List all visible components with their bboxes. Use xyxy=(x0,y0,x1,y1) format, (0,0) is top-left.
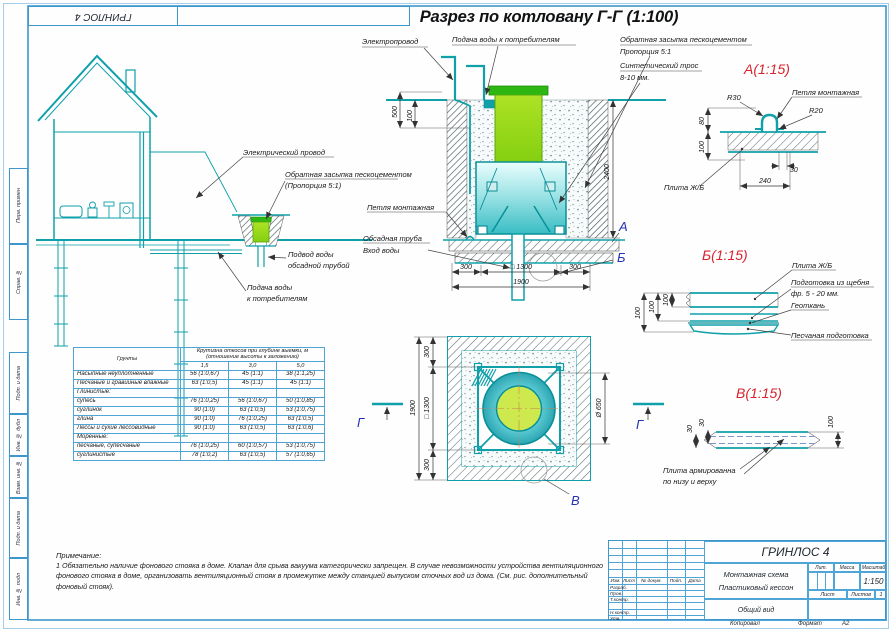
cell: 63 (1:0,5) xyxy=(181,379,229,388)
note xyxy=(56,551,604,592)
marker-G-left: Г xyxy=(357,415,365,430)
tb-empty-cell xyxy=(808,599,887,621)
detail-b xyxy=(635,247,874,340)
cell: 50 (1:0,85) xyxy=(277,397,325,406)
cell: 63 (1:0,6) xyxy=(277,424,325,433)
section-label-loop: Петля монтажная xyxy=(367,203,435,212)
tb-doc-name xyxy=(704,563,808,599)
tb-sheets-label: Листов xyxy=(847,590,875,599)
side-stamp-label: Инв. № дубл xyxy=(15,418,22,452)
col-header-span xyxy=(181,348,325,362)
dim-2400: 2400 xyxy=(604,164,611,180)
dim-300-left: 300 xyxy=(460,264,472,271)
cell: 63 (1:0,5) xyxy=(229,406,277,415)
house-label-inlet-1: Подвод воды xyxy=(288,250,334,259)
house-label-inlet-2: обсадной трубой xyxy=(288,261,350,270)
tb-lit-header: Лит. xyxy=(808,563,834,572)
detail-b-dim-3: 100 xyxy=(635,307,642,319)
detail-b-dim-1: 100 xyxy=(663,294,670,306)
cell: 63 (1:0,5) xyxy=(229,451,277,460)
tb-sheet-label: Лист xyxy=(808,590,847,599)
table-row xyxy=(74,442,325,451)
plan-dim-300-top: 300 xyxy=(424,346,431,358)
depth-col-1: 1,5 xyxy=(181,361,229,370)
detail-v xyxy=(663,385,844,486)
table-row xyxy=(74,370,325,379)
detail-b-label-gravel-1: Подготовка из щебня xyxy=(791,278,870,287)
format-value: А2 xyxy=(842,621,850,627)
format-label: Формат xyxy=(798,621,822,627)
side-stamp-podp-data-1 xyxy=(9,352,28,414)
col-header-soils: Грунты xyxy=(74,348,181,371)
title-block xyxy=(608,540,886,620)
detail-a-label-r20: R20 xyxy=(809,106,823,115)
detail-b-label-geo: Геоткань xyxy=(791,301,826,310)
detail-a-label-r30: R30 xyxy=(727,93,741,102)
house-label-supply-1: Подача воды xyxy=(247,283,293,292)
side-stamp-podp-data-2 xyxy=(9,498,28,558)
tb-doc-line-2: Пластиковый кессон xyxy=(718,583,794,592)
side-stamp-vzam-inv xyxy=(9,456,28,498)
section-label-backfill-1: Обратная засыпка пескоцементом xyxy=(620,35,747,44)
tb-col-docnum: № докум. xyxy=(641,578,662,583)
cell: песчаные, супесчаные xyxy=(74,442,181,451)
tb-mass-cell xyxy=(834,572,860,590)
tb-scale-header: Масштаб xyxy=(861,564,886,571)
table-row xyxy=(74,433,325,442)
table-row xyxy=(74,415,325,424)
cell: 53 (1:0,75) xyxy=(277,442,325,451)
plan-dim-650: Ø 650 xyxy=(596,398,603,418)
page-title: Разрез по котловану Г-Г (1:100) xyxy=(419,8,679,26)
detail-a-dim-30: 30 xyxy=(790,167,798,174)
detail-v-label-plate-2: по низу и верху xyxy=(663,477,717,486)
pit-plan-view xyxy=(357,337,664,508)
cell: 56 (1:0,67) xyxy=(229,397,277,406)
table-row xyxy=(74,451,325,460)
plan-dim-1300: □ 1300 xyxy=(424,397,431,419)
detail-v-dim-30b: 30 xyxy=(699,419,706,427)
house-label-electric: Электрический провод xyxy=(243,148,325,157)
cell: Моренные: xyxy=(74,433,181,442)
depth-col-3: 5,0 xyxy=(277,361,325,370)
tb-lit-cell xyxy=(808,572,834,590)
detail-b-label-gravel-2: фр. 5 - 20 мм. xyxy=(791,289,840,298)
cell: 63 (1:0,5) xyxy=(277,415,325,424)
cell xyxy=(181,388,229,397)
detail-v-label-plate-1: Плита армированна xyxy=(663,466,736,475)
cell: 60 (1:0,57) xyxy=(229,442,277,451)
plan-dim-300-bottom: 300 xyxy=(424,459,431,471)
dim-500: 500 xyxy=(392,106,399,118)
side-stamp-perv-primen xyxy=(9,168,28,244)
detail-b-label-sand: Песчаная подготовка xyxy=(791,331,869,340)
tb-row-prov: Пров. xyxy=(610,590,623,596)
cell: 45 (1:1) xyxy=(229,379,277,388)
house-label-backfill-2: (Пропорция 5:1) xyxy=(285,181,342,190)
marker-B: Б xyxy=(617,250,626,265)
cell: Насыпные неуплотненные xyxy=(74,370,181,379)
dim-100: 100 xyxy=(407,110,414,122)
tb-row-utv: Утв. xyxy=(610,615,621,621)
tb-row-tkontr: Т.контр. xyxy=(610,596,629,602)
detail-v-title: В(1:15) xyxy=(736,385,782,401)
copied-label: Копировал xyxy=(730,621,760,627)
cell: 78 (1:0,2) xyxy=(181,451,229,460)
cell: суглинок xyxy=(74,406,181,415)
section-label-water: Подача воды к потребителям xyxy=(452,35,560,44)
note-text: 1 Обязательно наличие фонового стояка в доме. Клапан для срыва вакуума категорически запрещен. В случае невозможности устройства вентиляционного фонового стояка в доме, организовать вентиляционный стояк в промежутке между станцией выпуском сточных вод из дома. (См. рис. дополнительный фоновый стояк). xyxy=(56,561,604,591)
section-label-rope-2: 8-10 мм. xyxy=(620,73,650,82)
side-stamp-label: Справ. № xyxy=(15,269,22,295)
cell: 90 (1:0) xyxy=(181,415,229,424)
house-label-supply-2: к потребителям xyxy=(247,294,308,303)
soil-slope-table xyxy=(73,347,324,461)
cell: Глинистые: xyxy=(74,388,181,397)
side-stamp-label: Инв. № подл xyxy=(15,572,22,606)
span-header-line-2: (отношение высоты к заложению) xyxy=(206,354,299,361)
side-stamp-sprav-n xyxy=(9,244,28,320)
cell xyxy=(181,433,229,442)
tb-col-data: Дата xyxy=(688,578,701,583)
table-header-row xyxy=(74,348,325,362)
side-stamp-label: Подп. и дата xyxy=(15,365,22,401)
tb-row-razrab: Разраб. xyxy=(610,584,627,590)
tb-col-izm: Изм. xyxy=(610,578,621,583)
detail-a-dim-100: 100 xyxy=(699,141,706,153)
cell xyxy=(277,388,325,397)
pit-cross-section xyxy=(362,35,752,300)
table-row xyxy=(74,388,325,397)
detail-v-dim-30a: 30 xyxy=(687,425,694,433)
corner-stamp-text: ГРИНЛОС 4 xyxy=(74,10,132,22)
depth-col-2: 3,0 xyxy=(229,361,277,370)
table-row xyxy=(74,397,325,406)
detail-b-label-slab: Плита Ж/Б xyxy=(792,261,833,270)
cell: глина xyxy=(74,415,181,424)
dim-300-right: 300 xyxy=(569,264,581,271)
detail-v-dim-100: 100 xyxy=(828,416,835,428)
detail-b-dim-2: 100 xyxy=(649,301,656,313)
cell: 53 (1:0,75) xyxy=(277,406,325,415)
tb-col-podp: Подп. xyxy=(669,578,683,583)
cell: супесь xyxy=(74,397,181,406)
cell: 38 (1:1,25) xyxy=(277,370,325,379)
section-label-casing-2: Вход воды xyxy=(363,246,400,255)
tb-mass-header: Масса xyxy=(834,563,860,572)
cell: 45 (1:1) xyxy=(229,370,277,379)
house-label-backfill-1: Обратная засыпка пескоцементом xyxy=(285,170,412,179)
dim-1300: □ 1300 xyxy=(510,264,532,271)
cell: 90 (1:0) xyxy=(181,406,229,415)
cell: 76 (1:0,25) xyxy=(181,442,229,451)
plan-dim-1900: 1900 xyxy=(410,400,417,416)
detail-a-label-slab: Плита Ж/Б xyxy=(664,183,705,192)
marker-V: В xyxy=(571,493,580,508)
marker-A: А xyxy=(619,219,628,234)
cell: 57 (1:0,65) xyxy=(277,451,325,460)
cell: 63 (1:0,5) xyxy=(229,424,277,433)
tb-col-list: Лист xyxy=(622,578,636,583)
cell: 76 (1:0,25) xyxy=(181,397,229,406)
section-label-casing-1: Обсадная труба xyxy=(363,234,422,243)
corner-stamp xyxy=(28,6,178,26)
span-header-line-1: Крутизна откосов при глубине выемки, м xyxy=(196,348,309,354)
tb-project-name: ГРИНЛОС 4 xyxy=(704,541,887,563)
tb-sheets-value: 1 xyxy=(875,590,887,599)
marker-G-right: Г xyxy=(636,417,644,432)
section-label-rope-1: Синтетический трос xyxy=(620,61,699,70)
cell: 56 (1:0,67) xyxy=(181,370,229,379)
cell: 76 (1:0,25) xyxy=(229,415,277,424)
tb-view-name: Общий вид xyxy=(704,599,808,621)
side-stamp-inv-dubl xyxy=(9,414,28,456)
detail-a-dim-80: 80 xyxy=(699,117,706,125)
cell xyxy=(229,388,277,397)
detail-a-label-loop: Петля монтажная xyxy=(792,88,860,97)
table-row xyxy=(74,406,325,415)
side-stamp-label: Перв. примен xyxy=(15,188,22,224)
table-row xyxy=(74,379,325,388)
corner-stamp-empty-cell xyxy=(177,6,410,26)
note-title: Примечание: xyxy=(56,551,102,560)
detail-a-dim-240: 240 xyxy=(759,178,771,185)
detail-a-title: А(1:15) xyxy=(744,61,790,77)
side-stamp-label: Взам. инв. № xyxy=(15,459,22,495)
tb-doc-line-1: Монтажная схема xyxy=(723,570,789,579)
tb-scale-value: 1:150 xyxy=(860,572,887,590)
detail-a xyxy=(664,61,862,192)
table-row xyxy=(74,424,325,433)
tb-row-nkontr: Н.контр. xyxy=(610,609,630,615)
cell: Песчаные и гравийные влажные xyxy=(74,379,181,388)
dim-1900: 1900 xyxy=(513,279,529,286)
cell xyxy=(277,433,325,442)
detail-b-title: Б(1:15) xyxy=(702,247,748,263)
side-stamp-label: Подп. и дата xyxy=(15,510,22,546)
cell: 90 (1:0) xyxy=(181,424,229,433)
side-stamp-inv-podl xyxy=(9,558,28,620)
cell: 45 (1:1) xyxy=(277,379,325,388)
cell: Лессы и сухие лессовидные xyxy=(74,424,181,433)
section-label-backfill-2: Пропорция 5:1 xyxy=(620,47,672,56)
cell: суглинистые xyxy=(74,451,181,460)
cell xyxy=(229,433,277,442)
section-label-electric: Электропровод xyxy=(362,37,419,46)
